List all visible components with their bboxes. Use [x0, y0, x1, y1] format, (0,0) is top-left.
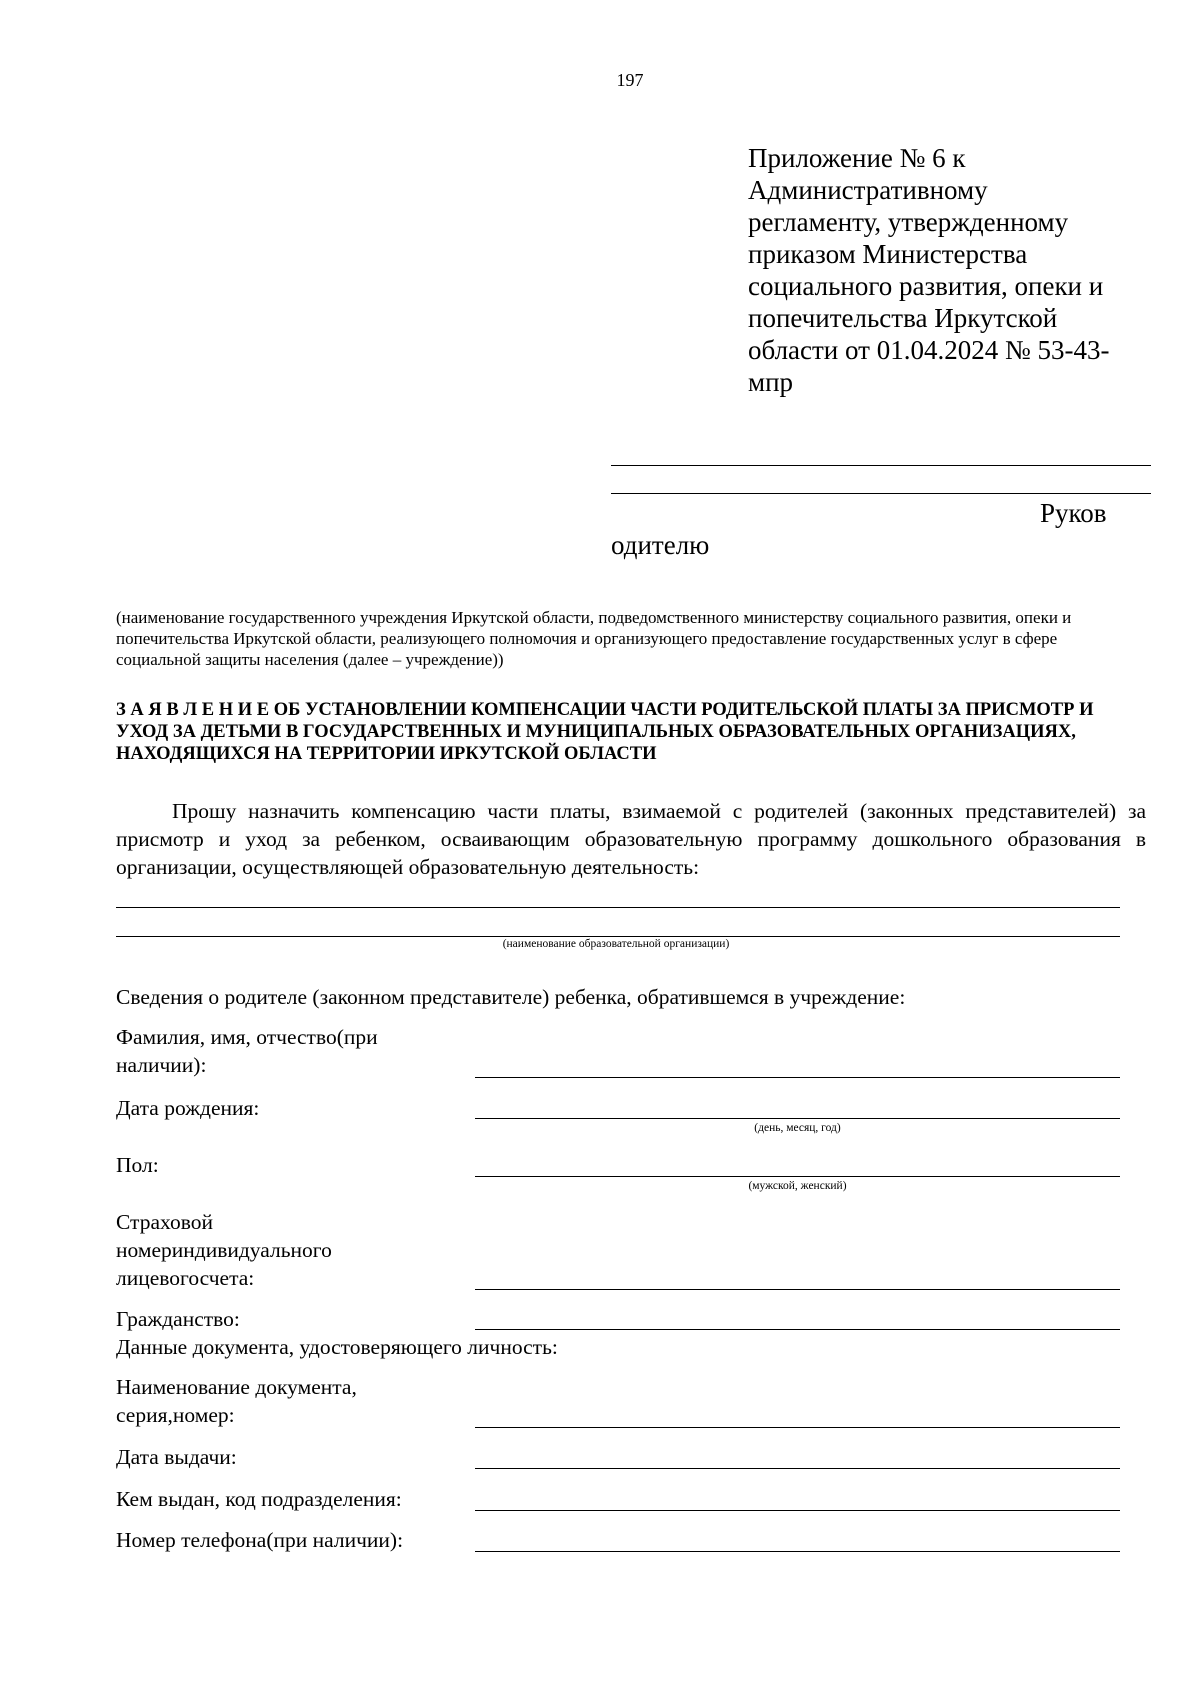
appendix-line: Приложение № 6 к [748, 143, 966, 173]
issue-date-label: Дата выдачи: [116, 1445, 237, 1469]
issue-date-field[interactable] [475, 1468, 1120, 1469]
snils-field[interactable] [475, 1289, 1120, 1290]
appendix-line: попечительства Иркутской [748, 303, 1058, 333]
form-title: З А Я В Л Е Н И Е ОБ УСТАНОВЛЕНИИ КОМПЕНСАЦИИ ЧАСТИ РОДИТЕЛЬСКОЙ ПЛАТЫ ЗА ПРИСМОТР И УХОД ЗА ДЕТЬМИ В ГОСУДАРСТВЕННЫХ И МУНИЦИПАЛЬНЫХ ОБРАЗОВАТЕЛЬНЫХ ОРГАНИЗАЦИЯХ, НАХОДЯЩИХСЯ НА ТЕРРИТОРИИ ИРКУТСКОЙ ОБЛАСТИ [116, 700, 1094, 764]
org-name-line-2[interactable] [116, 936, 1120, 937]
addressee-line-1[interactable] [611, 465, 1151, 466]
parent-section-heading: Сведения о родителе (законном представителе) ребенка, обратившемся в учреждение: [116, 985, 906, 1009]
citizenship-field[interactable] [475, 1329, 1120, 1330]
document-name-label-line: Наименование документа, [116, 1375, 357, 1399]
addressee-label-part2: одителю [611, 530, 710, 560]
phone-field[interactable] [475, 1551, 1120, 1552]
page-number: 197 [616, 70, 644, 90]
full-name-label [116, 1023, 378, 1079]
addressee-label-part1: Руков [1040, 498, 1107, 528]
appendix-line: Административному [748, 175, 988, 205]
appendix-line: области от 01.04.2024 № 53-43- [748, 335, 1110, 365]
appendix-line: регламенту, утвержденному [748, 207, 1069, 237]
full-name-label-line: Фамилия, имя, отчество(при [116, 1025, 378, 1049]
issued-by-label: Кем выдан, код подразделения: [116, 1487, 402, 1511]
id-document-heading: Данные документа, удостоверяющего личность: [116, 1335, 558, 1359]
addressee-line-2[interactable] [611, 493, 1151, 494]
appendix-line: социального развития, опеки и [748, 271, 1104, 301]
intro-paragraph: Прошу назначить компенсацию части платы, взимаемой с родителей (законных представителей) за присмотр и уход за ребенком, осваивающим образовательную программу дошкольного образования в организации, осуществляющей образовательную деятельность: [116, 799, 1146, 879]
snils-label-line: лицевогосчета: [116, 1266, 255, 1290]
gender-field[interactable] [475, 1176, 1120, 1177]
gender-label: Пол: [116, 1153, 159, 1177]
org-caption: (наименование образовательной организации) [502, 938, 730, 950]
org-name-line-1[interactable] [116, 907, 1120, 908]
document-name-label [116, 1373, 357, 1429]
appendix-line: приказом Министерства [748, 239, 1028, 269]
phone-label: Номер телефона(при наличии): [116, 1528, 404, 1552]
appendix-note [748, 142, 1138, 398]
citizenship-label: Гражданство: [116, 1307, 240, 1331]
birth-date-field[interactable] [475, 1118, 1120, 1119]
document-name-label-line: серия,номер: [116, 1403, 235, 1427]
birth-date-label: Дата рождения: [116, 1096, 260, 1120]
issued-by-field[interactable] [475, 1510, 1120, 1511]
snils-label-line: номериндивидуального [116, 1238, 332, 1262]
appendix-line: мпр [748, 367, 794, 397]
document-name-field[interactable] [475, 1427, 1120, 1428]
snils-label-line: Страховой [116, 1210, 213, 1234]
snils-label [116, 1208, 332, 1292]
full-name-field[interactable] [475, 1077, 1120, 1078]
birth-date-hint: (день, месяц, год) [754, 1122, 841, 1134]
gender-hint: (мужской, женский) [748, 1180, 847, 1192]
institution-caption: (наименование государственного учреждения Иркутской области, подведомственного министерству социального развития, опеки и попечительства Иркутской области, реализующего полномочия и организующего предоставление государственных услуг в сфере социальной защиты населения (далее – учреждение)) [116, 608, 1072, 669]
full-name-label-line: наличии): [116, 1053, 207, 1077]
